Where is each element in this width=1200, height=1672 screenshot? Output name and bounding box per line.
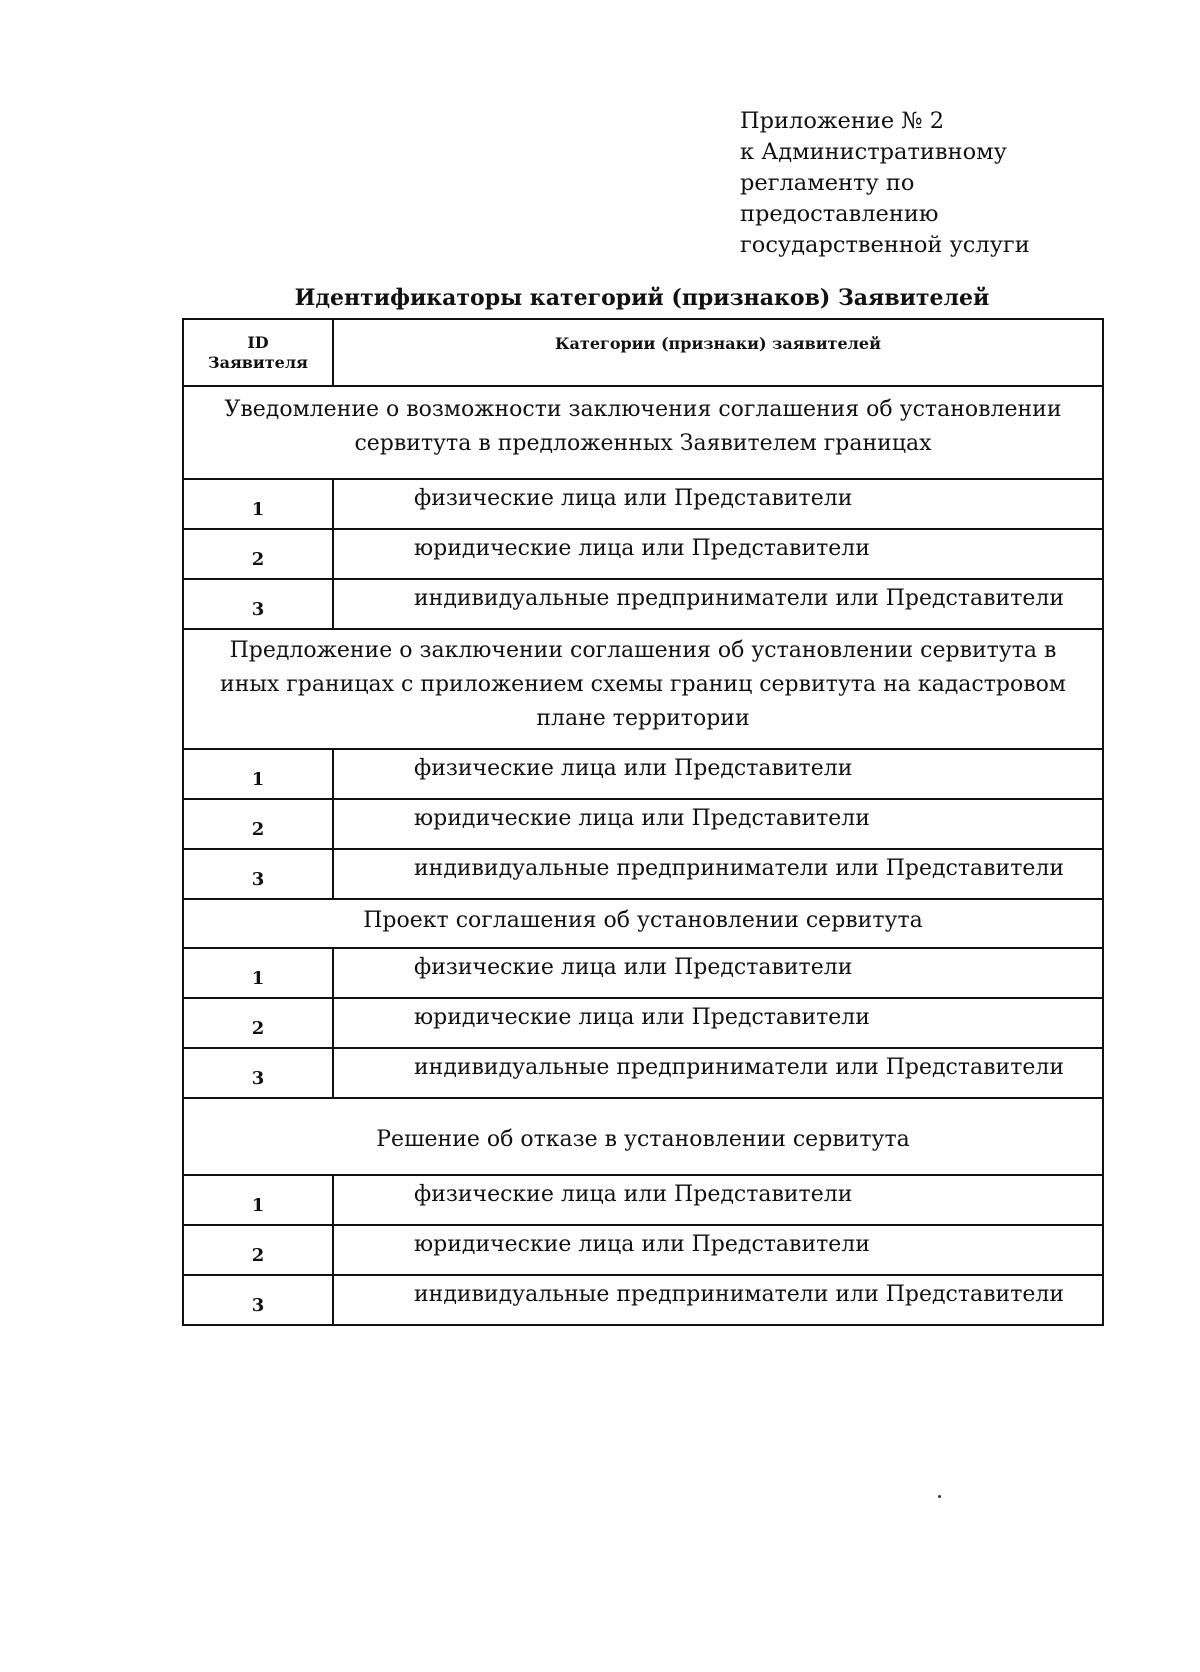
section-heading-line: Решение об отказе в установлении сервитута xyxy=(376,1127,910,1152)
header-id-sublabel: Заявителя xyxy=(208,352,308,372)
table-row xyxy=(184,478,1102,528)
row-category: физические лица или Представители xyxy=(414,955,853,980)
scan-speck xyxy=(938,1495,941,1498)
table-row xyxy=(184,528,1102,578)
row-id: 1 xyxy=(184,750,334,798)
section-heading xyxy=(184,628,1102,748)
table-row xyxy=(184,1224,1102,1274)
table-row xyxy=(184,578,1102,628)
row-category: юридические лица или Представители xyxy=(414,806,870,831)
table-row xyxy=(184,748,1102,798)
table-row xyxy=(184,798,1102,848)
row-category: физические лица или Представители xyxy=(414,756,853,781)
row-category: индивидуальные предприниматели или Представители xyxy=(414,856,1065,881)
section-heading-line: иных границах с приложением схемы границ сервитута на кадастровом xyxy=(220,672,1066,697)
row-category: юридические лица или Представители xyxy=(414,536,870,561)
row-category: физические лица или Представители xyxy=(414,1182,853,1207)
row-id: 2 xyxy=(184,1226,334,1274)
table-row xyxy=(184,848,1102,898)
section-heading xyxy=(184,1097,1102,1174)
annex-line: предоставлению xyxy=(740,201,939,227)
table-row xyxy=(184,997,1102,1047)
categories-table xyxy=(182,318,1104,1326)
row-id: 3 xyxy=(184,1049,334,1097)
annex-line: к Административному xyxy=(740,139,1007,165)
annex-note xyxy=(740,106,1030,261)
section-heading xyxy=(184,385,1102,478)
row-id: 2 xyxy=(184,999,334,1047)
row-category: индивидуальные предприниматели или Представители xyxy=(414,586,1065,611)
row-id: 1 xyxy=(184,949,334,997)
row-category: физические лица или Представители xyxy=(414,486,853,511)
section-heading xyxy=(184,898,1102,947)
row-id: 3 xyxy=(184,1276,334,1324)
row-id: 2 xyxy=(184,800,334,848)
row-category: юридические лица или Представители xyxy=(414,1005,870,1030)
table-header-row xyxy=(184,320,1102,385)
row-category: индивидуальные предприниматели или Представители xyxy=(414,1055,1065,1080)
annex-line: Приложение № 2 xyxy=(740,108,945,134)
document-title: Идентификаторы категорий (признаков) Заявителей xyxy=(294,285,990,311)
row-category: индивидуальные предприниматели или Представители xyxy=(414,1282,1065,1307)
row-id: 1 xyxy=(184,1176,334,1224)
section-heading-line: Проект соглашения об установлении сервитута xyxy=(363,908,923,933)
section-heading-line: сервитута в предложенных Заявителем границах xyxy=(354,431,932,456)
header-id-cell xyxy=(184,320,334,385)
row-id: 3 xyxy=(184,850,334,898)
section-heading-line: плане территории xyxy=(536,706,750,731)
section-heading-line: Уведомление о возможности заключения соглашения об установлении xyxy=(224,397,1062,422)
row-id: 2 xyxy=(184,530,334,578)
table-row xyxy=(184,1047,1102,1097)
row-category: юридические лица или Представители xyxy=(414,1232,870,1257)
row-id: 1 xyxy=(184,480,334,528)
header-categories-cell: Категории (признаки) заявителей xyxy=(555,334,881,353)
table-row xyxy=(184,947,1102,997)
section-heading-line: Предложение о заключении соглашения об установлении сервитута в xyxy=(229,638,1057,663)
row-id: 3 xyxy=(184,580,334,628)
annex-line: регламенту по xyxy=(740,170,915,196)
table-row xyxy=(184,1274,1102,1324)
table-row xyxy=(184,1174,1102,1224)
header-id-label: ID xyxy=(247,332,269,352)
annex-line: государственной услуги xyxy=(740,232,1030,258)
